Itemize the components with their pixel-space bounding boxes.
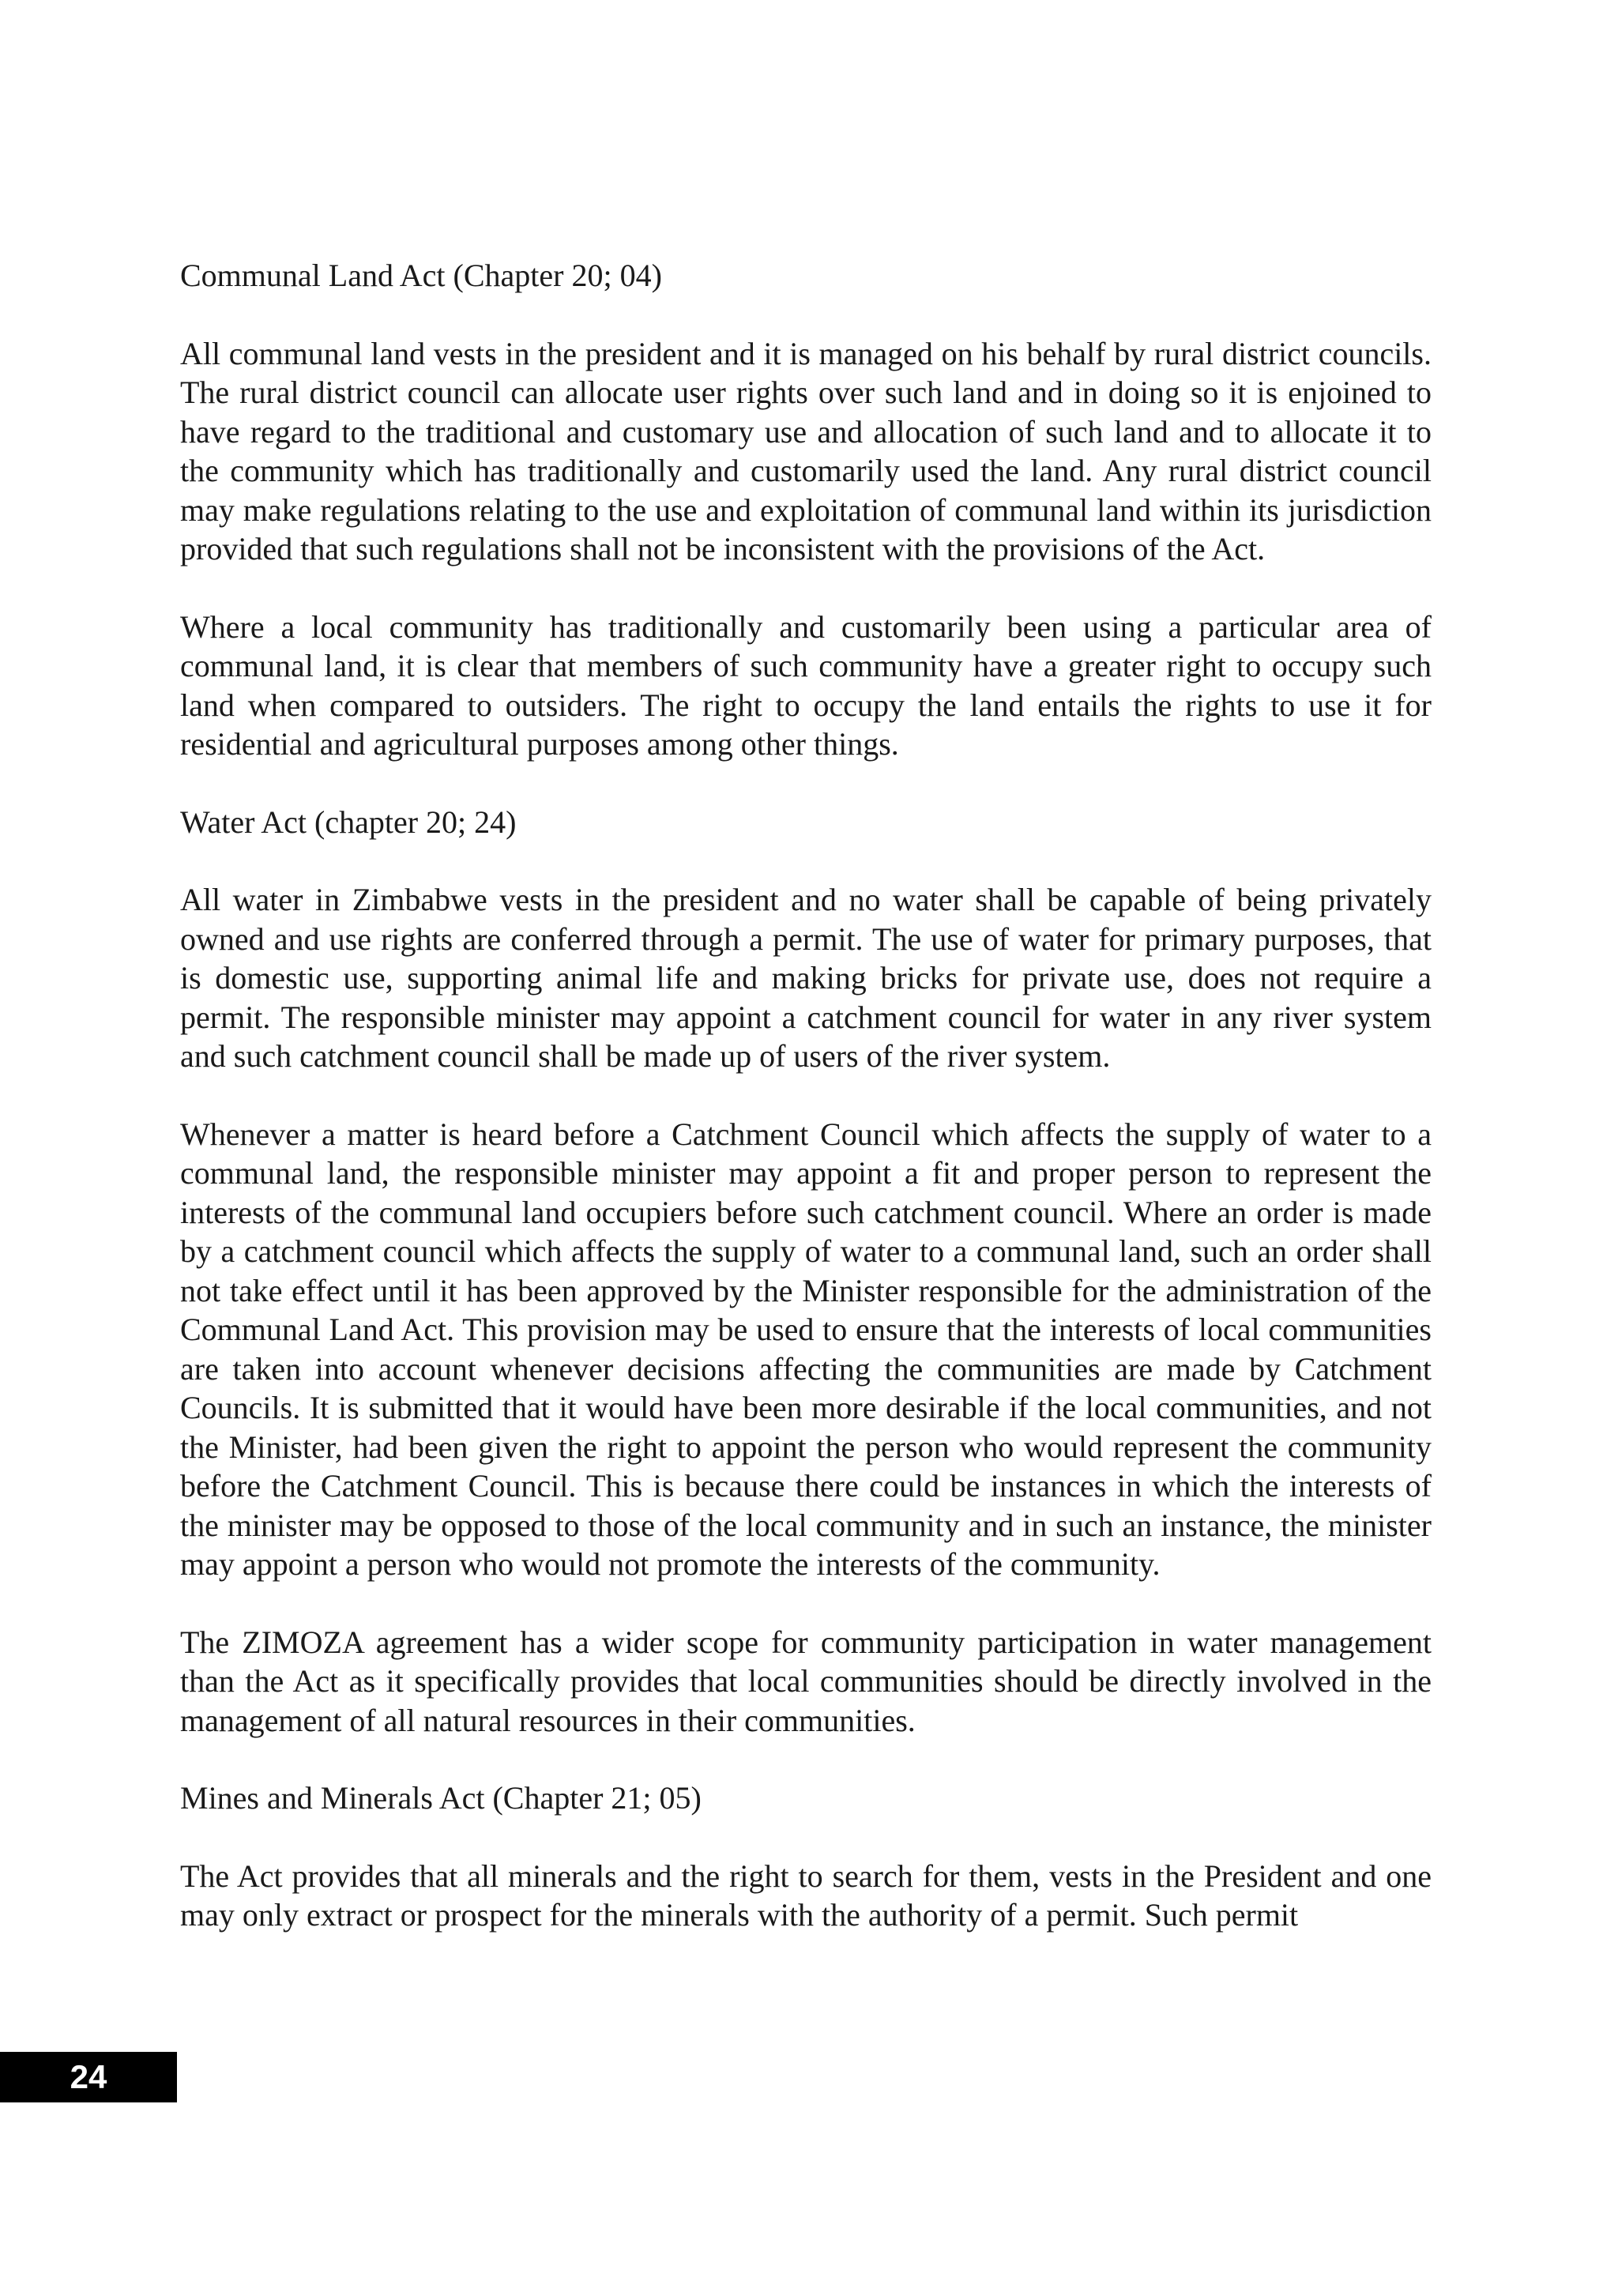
section-heading-water-act: Water Act (chapter 20; 24) <box>180 804 517 840</box>
page-body <box>180 256 1432 1935</box>
paragraph: All water in Zimbabwe vests in the president and no water shall be capable of being privately owned and use rights are conferred through a permit. The use of water for primary purposes, that is domestic use, supporting animal life and making bricks for private use, does not require a permit. The responsible minister may appoint a catchment council for water in any river system and such catchment council shall be made up of users of the river system. <box>180 882 1432 1074</box>
section-heading-mines-and-minerals-act: Mines and Minerals Act (Chapter 21; 05) <box>180 1780 702 1816</box>
paragraph: All communal land vests in the president and it is managed on his behalf by rural district councils. The rural district council can allocate user rights over such land and in doing so it is enjoined to have regard to the traditional and customary use and allocation of such land and to allocate it to the community which has traditionally and customarily used the land. Any rural district council may make regulations relating to the use and exploitation of communal land within its jurisdiction provided that such regulations shall not be inconsistent with the provisions of the Act. <box>180 335 1432 566</box>
paragraph: The Act provides that all minerals and the right to search for them, vests in the President and one may only extract or prospect for the minerals with the authority of a permit. Such permit <box>180 1858 1432 1933</box>
paragraph: Whenever a matter is heard before a Catchment Council which affects the supply of water to a communal land, the responsible minister may appoint a fit and proper person to represent the interests of the communal land occupiers before such catchment council. Where an order is made by a catchment council which affects the supply of water to a communal land, such an order shall not take effect until it has been approved by the Minister responsible for the administration of the Communal Land Act. This provision may be used to ensure that the interests of local communities are taken into account whenever decisions affecting the communities are made by Catchment Councils. It is submitted that it would have been more desirable if the local communities, and not the Minister, had been given the right to appoint the person who would represent the community before the Catchment Council. This is because there could be instances in which the interests of the minister may be opposed to those of the local community and in such an instance, the minister may appoint a person who would not promote the interests of the community. <box>180 1116 1432 1582</box>
page-number: 24 <box>0 2052 177 2102</box>
section-heading-communal-land-act: Communal Land Act (Chapter 20; 04) <box>180 258 662 293</box>
paragraph: Where a local community has traditionally and customarily been using a particular area of communal land, it is clear that members of such community have a greater right to occupy such land when compared to outsiders. The right to occupy the land entails the rights to use it for residential and agricultural purposes among other things. <box>180 608 1432 762</box>
paragraph: The ZIMOZA agreement has a wider scope for community participation in water management than the Act as it specifically provides that local communities should be directly involved in the management of all natural resources in their communities. <box>180 1624 1432 1738</box>
